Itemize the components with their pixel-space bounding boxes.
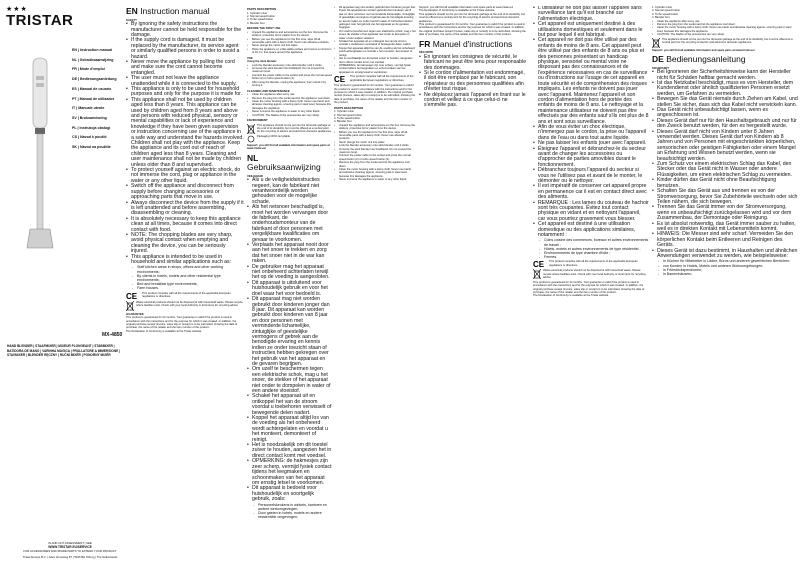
list-item: • Unpack the appliance and accessories out the box. Remove the stickers, protective foil or plastic from the device. [247, 31, 332, 38]
list-item: • Never move the appliance by pulling the cord and make sure the cord cannot become entangled. [126, 60, 244, 76]
list-item: • Zum Schutz vor einem elektrischen Schlag das Kabel, den Stecker oder das Gerät nicht in Wasser oder andere Flüssigkeiten, um einen elektrischen Schlag zu vermeiden. [652, 162, 798, 178]
list-item: • Trennen Sie das Gerät immer von der Stromversorgung, wenn es unbeaufsichtigt zurückgelassen wird und vor dem Zusammenbau, der Demontage oder Reinigung. [652, 205, 798, 221]
en-support-text: Support: you will find all available information and spare parts at www.tristar.eu! [419, 6, 514, 9]
list-item: • Schakel het apparaat uit en ontkoppel het van de stroom voordat u toebehoren verwisselt of bewegende delen nadert. [334, 40, 416, 47]
fr-safety-list-cont [533, 6, 649, 238]
en-doc-text: The Declaration of Conformity is available at the Tristar website. [126, 329, 203, 333]
en-heading: EN Instruction manual [126, 6, 210, 16]
list-item: • Débranchez toujours l'appareil du secteur si vous ne l'utilisez pas et avant de le monter, le démonter ou le nettoyer. [533, 168, 649, 184]
en-use-list [334, 144, 416, 161]
list-item: • Dieses Gerät darf nicht von Kindern unter 8 Jahren verwendet werden. Dieses Gerät darf von Kindern ab 8 Jahren und von Personen mit eingeschränkten körperlichen, sensorischen oder geistigen Fähigkeiten oder einem Mangel an Erfahrung und Wissen benutzt werden, wenn sie beaufsichtigt werden. [652, 130, 798, 162]
list-item: • Never immerse the appliance in water or any other liquid. [334, 178, 416, 181]
part-item: 3. Turbo speed button [652, 12, 679, 16]
list-item: • Clean the motor housing with a damp cloth. Never use harsh and abrasive cleaning agents, scouring pad or steel wool, because this damages the appliance. [334, 168, 416, 178]
list-item: • Bewegen Sie das Gerät niemals durch Ziehen am Kabel, und stellen Sie sicher, dass sich das Kabel nicht verwickeln kann. [652, 97, 798, 108]
list-item: • Koppel het apparaat altijd los van de voeding als het onbeheerd wordt achtergelaten en voordat u het monteert, demonteert of reinigt. [334, 47, 416, 57]
part-item: 2. Normal speed button [652, 9, 680, 13]
fr-continued-column [533, 6, 649, 571]
en-safety-column [126, 6, 244, 571]
list-item: • Ne déplacez jamais l'appareil en tirant sur le cordon et veillez à ce que celui-ci ne s'emmêle pas. [419, 93, 527, 109]
list-item: • This appliance shall not be used by children aged less than 8 years. This appliance can be used by children aged from 8 years and above and persons with reduced physical, sensory or mental capabilities or lack of experience and knowledge if they have been given supervision or instruction concerning use of the appliance in a safe way and understand the hazards involved. Children shall not play with the appliance. Keep the appliance and its cord out of reach of children aged less than 8 years. Cleaning and user maintenance shall not be made by children unless older than 8 and supervised. [126, 98, 244, 168]
company-info [20, 541, 120, 559]
nl-uses-list [247, 503, 332, 520]
list-item: • Om uzelf te beschermen tegen een elektrische schok, mag u het snoer, de stekker of het apparaat niet onder te dompelen in water of een andere vloeistof. [334, 30, 416, 40]
fr-safety-list [419, 55, 527, 109]
ce-notice: CE This product complies with all the requirements of the applicable European regulations or directives. [126, 291, 231, 300]
list-item: - in Frühstückspensionen; [658, 268, 798, 272]
en-before-list [247, 31, 332, 55]
fr-safety-title: SÉCURITÉ [419, 50, 434, 55]
list-item: • Never plunge the motor unit into water. [247, 44, 332, 47]
list-item: • Remove the plug from the socket and let the appliance cool down. [247, 97, 332, 100]
nl-usage-column [334, 6, 416, 571]
model-number: MX-4850 [102, 332, 123, 338]
list-item: • Verplaats het apparaat nooit door aan het snoer te trekken en zorg dat het snoer niet in de war kan raken. [247, 243, 332, 265]
language-item: SK | Návod na použitie [72, 145, 111, 150]
list-item: - Farm houses. [132, 286, 244, 290]
list-item: • Es ist absolut notwendig, das Gerät immer sauber zu halten, weil es in direkten Kontakt mit Lebensmitteln kommt. [652, 222, 798, 233]
address-line2: FOR ACCESSORIES AND SPARE PARTS TO EXTEND YOUR PRODUCT [23, 549, 117, 553]
list-item: • Never plunge the motor unit into water. [334, 141, 416, 144]
list-item: • Ne pas laisser les enfants jouer avec l'appareil. [533, 141, 649, 146]
language-item: PL | Instrukcja obsługi [72, 125, 111, 130]
list-item: • Cet appareil est destiné à une utilisation domestique ou des applications similaires, notamment : [533, 222, 649, 238]
en-support-text: Support: you will find all available information and spare parts at www.tristar.eu! [247, 143, 330, 151]
list-item: • Clean the appliance after every use. [247, 93, 332, 96]
list-item: • Dieses Gerät darf nur für den Haushaltsgebrauch und nur für den Zweck benutzt werden, für den es hergestellt wurde. [652, 119, 798, 130]
list-item: • Connect the power cable to the socket and press the normal speed button (2) or turbo speed button (3). [334, 154, 416, 161]
fr-intro [419, 6, 527, 37]
list-item: • Clean the appliance after every use. [652, 20, 798, 23]
en-use-subtitle: Using the stick blender [247, 60, 277, 64]
list-item: - von Kunden in Hotels, Motels und anderen Wohnumgebungen; [658, 264, 798, 268]
part-item: 4. Blender foot [334, 120, 352, 124]
de-uses-list [652, 259, 798, 276]
ce-mark-icon [126, 292, 140, 300]
hand-blender-image [20, 56, 60, 256]
part-item: 2. Normal speed button [334, 113, 362, 117]
list-item: • Cet appareil ne doit pas être utilisé par des enfants de moins de 8 ans. Cet appareil peut être utilisé par des enfants de 8 ans ou plus et des personnes présentant un handicap physique, sensoriel ou mental voire ne disposant pas des connaissances et de l'expérience nécessaires en cas de surveillance ou d'instructions sur l'usage de cet appareil en toute sécurité et de compréhension des risques impliqués. Les enfants ne doivent pas jouer avec l'appareil. Maintenez l'appareil et son cordon d'alimentation hors de portée des enfants de moins de 8 ans. Le nettoyage et la maintenance utilisateur ne doivent pas être effectués par des enfants sauf s'ils ont plus de 8 ans et sont sous surveillance. [533, 38, 649, 125]
en-packaging-notice: Packaging 100% recyclable [247, 135, 332, 143]
list-item: • Always disconnect the device from the supply if it is left unattended and before assembling, disassembling or cleaning. [126, 201, 244, 217]
de-column [652, 6, 798, 571]
part-item: 1. Cylinder mixer [652, 6, 673, 9]
en-guarantee-title: GUARANTEE [126, 311, 144, 316]
fr-column [419, 6, 527, 571]
de-heading: DE Bedienungsanleitung [652, 54, 746, 65]
list-item: • CAUTION: The blades of the accessories are very sharp. [652, 33, 798, 36]
weee-notice: Waste electrical products should not be disposed of with household waste. Please recycle where facilities exist. Check with your local Authority or local store for recycling advice. [126, 301, 244, 311]
list-item: - By clients in hotels, motels and other residential type environments; [132, 274, 244, 282]
list-item: • Before you use the appliance for the first time, wipe off all removable parts with a damp cloth. Never use abrasive products. [334, 131, 416, 141]
list-item: • Om uzelf te beschermen tegen een elektrische schok, mag u het snoer, de stekker of het apparaat niet onder te dompelen in water of een andere vloeistof. [247, 367, 332, 394]
fr-usage-text [652, 6, 798, 52]
en-before-list [334, 124, 416, 144]
list-item: • This appliance is only to be used for household purposes and only for the purpose it is made for. [126, 87, 244, 98]
list-item: • Als u de veiligheidsinstructies negeert, kan de fabrikant niet verantwoordelijk worden gehouden voor de mogelijke schade. [247, 178, 332, 205]
list-item: • Remove the plug from the socket and let the appliance cool down. [334, 161, 416, 168]
fr-uses-list [533, 238, 649, 259]
list-item: • To protect yourself against an electric shock, do not immerse the cord, plug or appliance in the water or any other liquid. [126, 168, 244, 184]
list-item: • Das Gerät nicht unbeaufsichtigt lassen, wenn es angeschlossen ist. [652, 108, 798, 119]
list-item: • En ignorant les consignes de sécurité, le fabricant ne peut être tenu pour responsable des dommages. [419, 55, 527, 71]
en-cleaning-list [334, 161, 416, 181]
en-cleaning-list [652, 20, 798, 37]
language-item: SV | Bruksanvisning [72, 115, 107, 120]
list-item: • Ist das Netzkabel beschädigt, muss es vom Hersteller, dem Kundendienst oder ähnlich qualifizierten Personen ersetzt werden, um Gefahren zu vermeiden. [652, 81, 798, 97]
nl-safety-title: VEILIGHEID [247, 173, 263, 178]
list-item: • Cet appareil est uniquement destiné à des utilisations domestiques et seulement dans le but pour lequel il est fabriqué. [533, 22, 649, 38]
brand-name: TRISTAR [6, 12, 74, 29]
list-item: • By ignoring the safety instructions the manufacturer cannot be held responsible for the damage. [126, 22, 244, 38]
list-item: • L'utilisateur ne doit pas laisser l'appareil sans surveillance tant qu'il est branché sur l'alimentation électrique. [533, 6, 649, 22]
en-safety-title: SAFETY [126, 17, 138, 22]
list-item: - Hôtels, motels et autres environnements de type résidentiel ; [539, 247, 649, 251]
list-item: - Door gasten in hotels, motels en andere residentiële omgevingen; [253, 511, 332, 519]
language-item: DE | Bedienungsanleitung [72, 77, 117, 82]
list-item: • Lock the blender accessory onto stick blender until it clicks. [247, 64, 332, 67]
list-item: • Dit apparaat mag niet worden gebruikt door kinderen jonger dan 8 jaar. Dit apparaat kan worden gebruikt door kinderen van 8 jaar en door personen met verminderde lichamelijke, zintuiglijke of geestelijke vermogens of gebrek aan de benodigde ervaring en kennis indien ze onder toezicht staan of instructies hebben gekregen over het gebruik van het apparaat en de gevaren begrijpen. [334, 6, 416, 30]
list-item: • Immerse the stick blender into food/liquid. Do not exceed the maximum level. [334, 148, 416, 155]
list-item: - Personeelskeukens in winkels, kantoren en andere werkomgevingen; [253, 503, 332, 511]
en-guarantee-text: This product is guaranteed for 24 months. Your guarantee is valid if the product is used in accordance with the instructions and for the purpose for which it was created. In addition, the original purchase receipt (invoice, sales slip or receipt) is to be submitted, showing the date of purchase, the name of the retailer and the item number of the product. [419, 23, 526, 37]
en-support-text: Support: you will find all available information and spare parts at www.tristar.eu! [652, 48, 755, 52]
svg-text:CE: CE [126, 291, 138, 300]
ce-notice: CE This product complies with all the requirements of the applicable European regulations or directives. [334, 75, 414, 84]
fr-heading: FR Manuel d'instructions [419, 38, 513, 49]
en-env-notice: This appliance should not be put into the domestic garbage at the end of its durability, but must be offered at a central point for the recycling of electric and electronic domestic appliances. [247, 124, 332, 134]
ce-mark-icon [334, 75, 348, 83]
part-item: 4. Blender foot [652, 16, 670, 20]
weee-bin-icon [247, 124, 255, 134]
list-item: • OPMERKING: de hakmesjes zijn zeer scherp, vermijd fysiek contact tijdens het leegmaken en schoonmaken van het apparaat om ernstig letsel te voorkomen. [247, 459, 332, 486]
list-item: • Als het netsnoer beschadigd is, moet het worden vervangen door de fabrikant, de onderhoudsmonteur van de fabrikant of door personen met vergelijkbare kwalificaties om gevaar te voorkomen. [247, 205, 332, 243]
part-item: 1. Cylinder mixer [334, 110, 355, 114]
part-item: 4. Blender foot [247, 21, 265, 25]
list-item: • This appliance is intended to be used in household and similar applications such as: [126, 255, 244, 266]
language-list [72, 46, 128, 153]
language-item: FR | Mode d'emploi [72, 67, 105, 72]
list-item: • Clean the motor housing with a damp cloth. Never use harsh and abrasive cleaning agents, scouring pad or steel wool, because this damages the appliance. [652, 26, 798, 33]
en-use-list [247, 64, 332, 88]
language-item: ES | Manual de usuario [72, 86, 112, 91]
en-env-title: ENVIRONMENT [247, 117, 268, 122]
list-item: • Dit apparaat is uitsluitend voor huishoudelijk gebruik en voor het doel waar het voor bedoeld is. [247, 281, 332, 297]
list-item: - Coins cuisine des commerces, bureaux et autres environnements de travail ; [539, 238, 649, 246]
list-item: • NOTE: The chopping blades are very sharp, avoid physical contact when emptying and cleaning the device, you can be seriously injured. [126, 233, 244, 255]
list-item: - In Küchen für Mitarbeiter in Läden, Büros und anderen gewerblichen Bereichen; [658, 259, 798, 263]
list-item: • Immerse the stick blender into food/liquid. Do not exceed the maximum level. [247, 67, 332, 74]
nl-heading: NL Gebruiksaanwijzing [247, 152, 321, 173]
list-item: - Fermes. [539, 255, 649, 259]
list-item: • After using the blender, unplug the appliance, then unlock it by turning it. [247, 81, 332, 88]
list-item: • The user must not leave the appliance unattended while it is connected to the supply. [126, 76, 244, 87]
en-safety-list [126, 22, 244, 265]
en-parts-title: PARTS DESCRIPTION [334, 105, 364, 110]
language-item: EN | Instruction manual [72, 48, 113, 52]
list-item: • Unpack the appliance and accessories out the box. Remove the stickers, protective foil or plastic from the device. [334, 124, 416, 131]
list-item: - Bed and breakfast type environments; [132, 282, 244, 286]
weee-bin-icon [126, 301, 134, 311]
language-item: CS | Návod k použití [72, 135, 107, 140]
nl-safety-list [247, 178, 332, 502]
list-item: • Het is noodzakelijk om dit toestel zuiver te houden, aangezien het in direct contact komt met voedsel. [334, 57, 416, 64]
en-cleaning-list [247, 93, 332, 117]
list-item: - Environnements de type chambre d'hôte ; [539, 251, 649, 255]
part-item: 2. Normal speed button [247, 15, 275, 18]
en-env-text: This appliance should not be put into the domestic garbage at the end of its durability, but must be offered at a central point for the recycling of electric and electronic domestic appliances. [419, 12, 526, 23]
list-item: • Before you use the appliance for the first time, wipe off all removable parts with a damp cloth. Never use abrasive products. [247, 38, 332, 45]
list-item: • Switch off the appliance and disconnect from supply before changing accessories or approaching parts that move in use. [126, 184, 244, 200]
en-cleaning-title: CLEANING AND MAINTENANCE [247, 88, 290, 93]
part-item: 3. Turbo speed button [247, 18, 274, 22]
list-item: • CAUTION: The blades of the accessories are very sharp. [247, 114, 332, 117]
de-safety-title: SICHERHEIT [652, 65, 669, 70]
weee-bin-icon [533, 269, 541, 279]
en-doc-text: The Declaration of Conformity is available at the Tristar website. [419, 9, 496, 13]
address-line1: IN AND OUT ASSESSMENT | SEE [48, 541, 92, 545]
cover-column [6, 6, 124, 566]
list-item: • Schalten Sie das Gerät aus und trennen es von der Stromversorgung, bevor Sie Zubehörteile wechseln oder sich Teilen nähern, die sich bewegen. [652, 189, 798, 205]
list-item: • Il est impératif de conserver cet appareil propre en permanence car il est en contact direct avec des aliments. [533, 184, 649, 200]
list-item: • Remove the plug from the socket and let the appliance cool down. [652, 23, 798, 26]
weee-notice: Waste electrical products should not be disposed of with household waste. Please recycle where facilities exist. Check with your local Authority or local store for recycling advice. [533, 269, 649, 279]
list-item: - Staff kitchen areas in shops, offices and other working environments; [132, 265, 244, 273]
de-safety-list [652, 70, 798, 259]
en-guarantee-text: This product is guaranteed for 24 months. Your guarantee is valid if the product is used in accordance with the instructions and for the purpose for which it was created. In addition, the original purchase receipt (invoice, sales slip or receipt) is to be submitted, showing the date of purchase, the name of the retailer and the item number of the product. [334, 84, 416, 105]
recycle-icon [247, 135, 255, 143]
en-parts-title: PARTS DESCRIPTION [247, 7, 277, 11]
list-item: • Clean the motor housing with a damp cloth. Never use harsh and abrasive cleaning agents, scouring pad or steel wool, because this damages the appliance. [247, 100, 332, 110]
list-item: • Schakel het apparaat uit en ontkoppel het van de stroom voordat u toebehoren verwisselt of bewegende delen nadert. [247, 394, 332, 416]
list-item: • Never immerse the appliance in water or any other liquid. [247, 110, 332, 113]
service-url[interactable]: WWW.TRISTAR.EU/SERVICE [48, 545, 92, 549]
nl-safety-repeat [334, 6, 416, 74]
list-item: • Bei Ignorieren der Sicherheitshinweise kann der Hersteller nicht für Schäden haftbar gemacht werden. [652, 70, 798, 81]
language-item: NL | Gebruiksaanwijzing [72, 57, 114, 62]
list-item: • Kinder dürfen das Gerät nicht ohne Beaufsichtigung benutzen. [652, 178, 798, 189]
en-guarantee-text: This product is guaranteed for 24 months. Your guarantee is valid if the product is used in accordance with the instructions and for the purpose for which it was created. In addition, the original purchase receipt (invoice, sales slip or receipt) is to be submitted, showing the date of purchase, the name of the retailer and the item number of the product. [126, 316, 238, 330]
part-item: 3. Turbo speed button [334, 116, 361, 120]
en-uses-list [126, 265, 244, 290]
list-item: - in Bauernhäusern. [658, 272, 798, 276]
weee-bin-icon [652, 38, 660, 48]
en-guarantee-text: This product is guaranteed for 24 months. Your guarantee is valid if the product is used in accordance with the instructions and for the purpose for which it was created. In addition, the original purchase receipt (invoice, sales slip or receipt) is to be submitted, showing the date of purchase, the name of the retailer and the item number of the product. [533, 280, 645, 294]
stars-icon: ★★★ [6, 6, 28, 13]
en-usage-column [247, 6, 332, 571]
list-item: • Dieses Gerät ist dazu bestimmt, in Haushalten und ähnlichen Anwendungen verwendet zu werden, wie beispielsweise: [652, 249, 798, 260]
language-item: IT | Manuale utente [72, 106, 105, 111]
ce-mark-icon [533, 260, 547, 268]
en-use-title: USE [247, 55, 253, 60]
list-item: • De gebruiker mag het apparaat niet onbeheerd achterlaten terwijl het op de voeding is aangesloten. [247, 265, 332, 281]
part-item: 1. Cylinder mixer [247, 11, 268, 15]
language-item: PT | Manual de utilizador [72, 96, 115, 101]
list-item: • Dit apparaat mag niet worden gebruikt door kinderen jonger dan 8 jaar. Dit apparaat kan worden gebruikt door kinderen van 8 jaar en door personen met verminderde lichamelijke, zintuiglijke of geestelijke vermogens of gebrek aan de benodigde ervaring en kennis indien ze onder toezicht staan of instructies hebben gekregen over het gebruik van het apparaat en de gevaren begrijpen. [247, 297, 332, 367]
en-env-notice: This appliance should not be put into the domestic garbage at the end of its durability, but must be offered at a central point for the recycling of electric and electronic domestic appliances. [652, 38, 798, 48]
list-item: • REMARQUE : Les lames du couteau de hachoir sont très coupantes. Évitez tout contact physique en vidant et en nettoyant l'appareil, car vous pourriez gravement vous blesser. [533, 201, 649, 223]
list-item: • It is absolutely necessary to keep this appliance clean at all times, because it comes into direct contact with food. [126, 217, 244, 233]
list-item: • Dit apparaat is bedoeld voor huishoudelijk en soortgelijk gebruik, zoals: [247, 486, 332, 502]
list-item: • Lock the blender accessory onto stick blender until it clicks. [334, 144, 416, 147]
list-item: • Afin de vous éviter un choc électrique, n'immergez pas le cordon, la prise ou l'appareil dans de l'eau ou dans tout autre liquide. [533, 125, 649, 141]
list-item: • Connect the power cable to the socket and press the normal speed button (2) or turbo speed button (3). [247, 74, 332, 81]
list-item: • Si le cordon d'alimentation est endommagé, il doit être remplacé par le fabricant, son réparateur ou des personnes qualifiées afin d'éviter tout risque. [419, 71, 527, 93]
list-item: • Het is noodzakelijk om dit toestel zuiver te houden, aangezien het in direct contact komt met voedsel. [247, 443, 332, 459]
svg-text:CE: CE [334, 75, 346, 84]
list-item: • Koppel het apparaat altijd los van de voeding als het onbeheerd wordt achtergelaten en voordat u het monteert, demonteert of reinigt. [247, 416, 332, 443]
en-before-title: BEFORE THE FIRST USE [247, 26, 281, 31]
list-item: • Éteignez l'appareil et débranchez-le du secteur avant de changer les accessoires ou d'approcher de parties amovibles durant le fonctionnement. [533, 147, 649, 169]
ce-notice: CE This product complies with all the requirements of the applicable European regulations or directives. [533, 260, 638, 269]
company-address: Tristar Europe B.V. | Jules Verneweg 87 | 5015 BH Tilburg | The Netherlands [22, 555, 118, 559]
svg-text:CE: CE [533, 260, 545, 269]
brand-logo [6, 6, 124, 28]
en-doc-text: The Declaration of Conformity is available at the Tristar website. [533, 294, 610, 298]
product-description: HAND BLENDER | STAAFMIXER | MIXEUR PLONGEANT | STABMIXER | BATIDORA DE MANO | VARINHA MÁGICA | FRULLATORE A IMMERSIONE | STAVMIXER | BLENDER RĘCZNY | RUČNÍ MIXÉR | PONORNÝ MIXÉR [7, 344, 121, 357]
list-item: • HINWEIS: Die Messer sind sehr scharf. Vermeiden Sie den körperlichen Kontakt beim Entleeren und Reinigen des Geräts. [652, 232, 798, 248]
list-item: • OPMERKING: de hakmesjes zijn zeer scherp, vermijd fysiek contact tijdens het leegmaken en schoonmaken van het apparaat om ernstig letsel te voorkomen. [334, 64, 416, 74]
list-item: • Place the appliance on a flat stable surface and ensure a minimum of 10 cm. free space around the appliance. [247, 48, 332, 55]
list-item: • If the supply cord is damaged, it must be replaced by the manufacturer, its service agent or similarly qualified persons in order to avoid a hazard. [126, 38, 244, 60]
